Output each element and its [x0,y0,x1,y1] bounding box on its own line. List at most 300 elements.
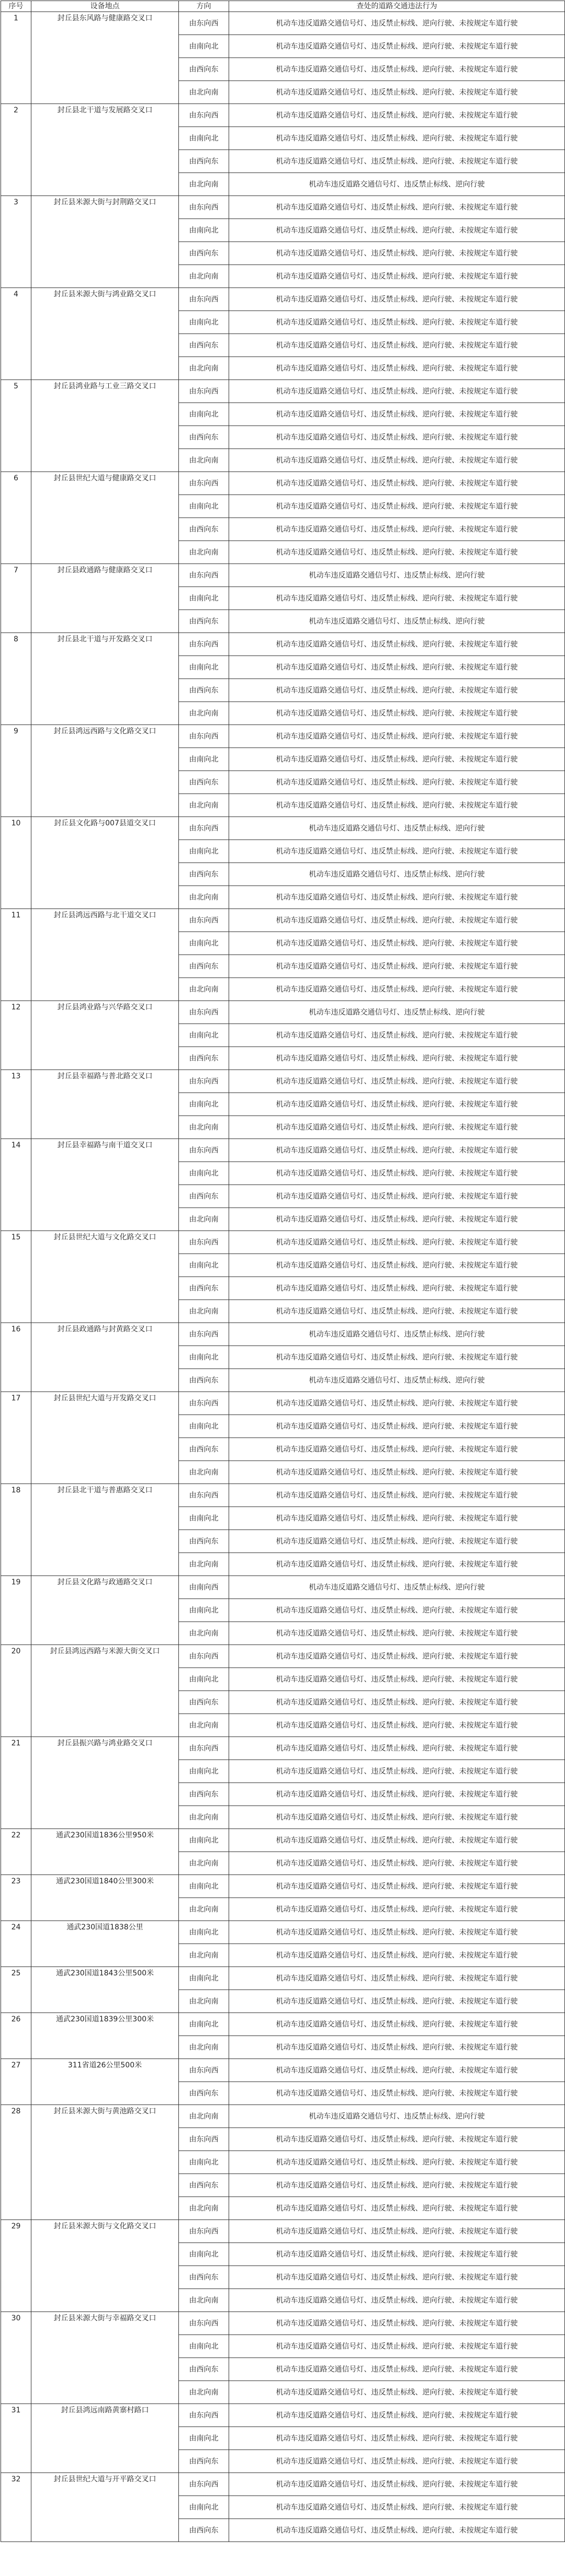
direction-cell: 由东向西 [179,1323,229,1346]
direction-cell: 由西向东 [179,2266,229,2289]
direction-cell: 由东向西 [179,2220,229,2243]
direction-cell: 由东向西 [179,2312,229,2335]
violation-cell: 机动车违反道路交通信号灯、违反禁止标线、逆向行驶、未按规定车道行驶 [229,2519,565,2542]
violation-cell: 机动车违反道路交通信号灯、违反禁止标线、逆向行驶、未按规定车道行驶 [229,794,565,817]
direction-cell: 由北向南 [179,794,229,817]
direction-cell: 由南向北 [179,2427,229,2450]
violation-cell: 机动车违反道路交通信号灯、违反禁止标线、逆向行驶、未按规定车道行驶 [229,1116,565,1139]
seq-cell: 11 [1,909,31,1001]
table-row [1,817,565,840]
direction-cell: 由西向东 [179,955,229,978]
seq-cell: 29 [1,2220,31,2312]
direction-cell: 由南向北 [179,748,229,771]
violation-cell: 机动车违反道路交通信号灯、违反禁止标线、逆向行驶、未按规定车道行驶 [229,150,565,173]
location-cell: 封丘县北干道与发展路交叉口 [31,104,179,196]
direction-cell: 由南向北 [179,1093,229,1116]
direction-cell: 由北向南 [179,1116,229,1139]
violation-cell: 机动车违反道路交通信号灯、违反禁止标线、逆向行驶、未按规定车道行驶 [229,58,565,81]
violation-cell: 机动车违反道路交通信号灯、违反禁止标线、逆向行驶、未按规定车道行驶 [229,311,565,334]
violation-cell: 机动车违反道路交通信号灯、违反禁止标线、逆向行驶、未按规定车道行驶 [229,1093,565,1116]
direction-cell: 由东向西 [179,2473,229,2496]
direction-cell: 由东向西 [179,380,229,403]
direction-cell: 由东向西 [179,1070,229,1093]
table-row [1,288,565,311]
direction-cell: 由东向西 [179,725,229,748]
violation-cell: 机动车违反道路交通信号灯、违反禁止标线、逆向行驶、未按规定车道行驶 [229,1852,565,1875]
seq-cell: 9 [1,725,31,817]
seq-cell: 27 [1,2059,31,2105]
location-cell: 封丘县文化路与政通路交叉口 [31,1576,179,1645]
location-cell: 封丘县政通路与封黄路交叉口 [31,1323,179,1392]
direction-cell: 由南向北 [179,311,229,334]
violation-cell: 机动车违反道路交通信号灯、违反禁止标线、逆向行驶、未按规定车道行驶 [229,633,565,656]
seq-cell: 2 [1,104,31,196]
direction-cell: 由东向西 [179,1484,229,1507]
direction-cell: 由南向北 [179,1507,229,1530]
seq-cell: 5 [1,380,31,472]
table-header [1,1,565,12]
direction-cell: 由东向西 [179,564,229,587]
direction-cell: 由东向西 [179,1737,229,1760]
direction-cell: 由西向东 [179,1369,229,1392]
violation-cell: 机动车违反道路交通信号灯、违反禁止标线、逆向行驶、未按规定车道行驶 [229,2381,565,2404]
header-row [1,1,565,12]
seq-cell: 13 [1,1070,31,1139]
direction-cell: 由东向西 [179,196,229,219]
violation-cell: 机动车违反道路交通信号灯、违反禁止标线、逆向行驶、未按规定车道行驶 [229,1208,565,1231]
seq-cell: 15 [1,1231,31,1323]
location-cell: 封丘县鸿业路与工业三路交叉口 [31,380,179,472]
violation-cell: 机动车违反道路交通信号灯、违反禁止标线、逆向行驶、未按规定车道行驶 [229,771,565,794]
seq-cell: 6 [1,472,31,564]
violation-cell: 机动车违反道路交通信号灯、违反禁止标线、逆向行驶、未按规定车道行驶 [229,35,565,58]
direction-cell: 由西向东 [179,426,229,449]
location-cell: 封丘县米源大街与幸福路交叉口 [31,2312,179,2404]
seq-cell: 28 [1,2105,31,2220]
seq-cell: 7 [1,564,31,633]
violation-cell: 机动车违反道路交通信号灯、违反禁止标线、逆向行驶、未按规定车道行驶 [229,2197,565,2220]
violation-cell: 机动车违反道路交通信号灯、违反禁止标线、逆向行驶、未按规定车道行驶 [229,265,565,288]
seq-cell: 16 [1,1323,31,1392]
table-row [1,1323,565,1346]
seq-cell: 25 [1,1967,31,2013]
violation-cell: 机动车违反道路交通信号灯、违反禁止标线、逆向行驶、未按规定车道行驶 [229,955,565,978]
violation-cell: 机动车违反道路交通信号灯、违反禁止标线、逆向行驶、未按规定车道行驶 [229,2243,565,2266]
violation-cell: 机动车违反道路交通信号灯、违反禁止标线、逆向行驶、未按规定车道行驶 [229,1047,565,1070]
violation-cell: 机动车违反道路交通信号灯、违反禁止标线、逆向行驶、未按规定车道行驶 [229,1921,565,1944]
violation-cell: 机动车违反道路交通信号灯、违反禁止标线、逆向行驶、未按规定车道行驶 [229,1300,565,1323]
direction-cell: 由西向东 [179,863,229,886]
violation-cell: 机动车违反道路交通信号灯、违反禁止标线、逆向行驶、未按规定车道行驶 [229,472,565,495]
violation-cell: 机动车违反道路交通信号灯、违反禁止标线、逆向行驶、未按规定车道行驶 [229,1553,565,1576]
table-row [1,12,565,35]
location-cell: 通武230国道1843公里500米 [31,1967,179,2013]
location-cell: 311省道26公里500米 [31,2059,179,2105]
violation-location-table [1,1,565,2542]
direction-cell: 由南向北 [179,2335,229,2358]
direction-cell: 由北向南 [179,1990,229,2013]
location-cell: 封丘县世纪大道与开平路交叉口 [31,2473,179,2542]
table-row [1,725,565,748]
violation-cell: 机动车违反道路交通信号灯、违反禁止标线、逆向行驶、未按规定车道行驶 [229,1622,565,1645]
direction-cell: 由北向南 [179,1622,229,1645]
direction-cell: 由南向北 [179,1760,229,1783]
violation-cell: 机动车违反道路交通信号灯、违反禁止标线、逆向行驶、未按规定车道行驶 [229,1139,565,1162]
direction-cell: 由西向东 [179,1277,229,1300]
direction-cell: 由北向南 [179,449,229,472]
seq-cell: 14 [1,1139,31,1231]
seq-cell: 12 [1,1001,31,1070]
direction-cell: 由南向北 [179,1024,229,1047]
violation-cell: 机动车违反道路交通信号灯、违反禁止标线、逆向行驶 [229,2105,565,2128]
seq-cell: 30 [1,2312,31,2404]
violation-cell: 机动车违反道路交通信号灯、违反禁止标线、逆向行驶、未按规定车道行驶 [229,1645,565,1668]
violation-cell: 机动车违反道路交通信号灯、违反禁止标线、逆向行驶、未按规定车道行驶 [229,2427,565,2450]
violation-cell: 机动车违反道路交通信号灯、违反禁止标线、逆向行驶、未按规定车道行驶 [229,81,565,104]
violation-cell: 机动车违反道路交通信号灯、违反禁止标线、逆向行驶、未按规定车道行驶 [229,127,565,150]
direction-cell: 由东向西 [179,472,229,495]
direction-cell: 由南向北 [179,219,229,242]
violation-cell: 机动车违反道路交通信号灯、违反禁止标线、逆向行驶、未按规定车道行驶 [229,1346,565,1369]
table-row [1,2404,565,2427]
violation-cell: 机动车违反道路交通信号灯、违反禁止标线、逆向行驶、未按规定车道行驶 [229,495,565,518]
violation-cell: 机动车违反道路交通信号灯、违反禁止标线、逆向行驶 [229,1369,565,1392]
direction-cell: 由南向北 [179,1254,229,1277]
direction-cell: 由西向东 [179,771,229,794]
direction-cell: 由北向南 [179,1898,229,1921]
violation-cell: 机动车违反道路交通信号灯、违反禁止标线、逆向行驶、未按规定车道行驶 [229,1714,565,1737]
violation-cell: 机动车违反道路交通信号灯、违反禁止标线、逆向行驶、未按规定车道行驶 [229,1599,565,1622]
violation-cell: 机动车违反道路交通信号灯、违反禁止标线、逆向行驶 [229,1001,565,1024]
seq-cell: 3 [1,196,31,288]
table-row [1,2105,565,2128]
table-row [1,1576,565,1599]
direction-cell: 由北向南 [179,173,229,196]
table-row [1,1231,565,1254]
violation-cell: 机动车违反道路交通信号灯、违反禁止标线、逆向行驶、未按规定车道行驶 [229,2312,565,2335]
direction-cell: 由西向东 [179,1783,229,1806]
table-row [1,196,565,219]
direction-cell: 由东向西 [179,104,229,127]
violation-cell: 机动车违反道路交通信号灯、违反禁止标线、逆向行驶、未按规定车道行驶 [229,978,565,1001]
violation-cell: 机动车违反道路交通信号灯、违反禁止标线、逆向行驶、未按规定车道行驶 [229,1162,565,1185]
header-violation: 查处的道路交通违法行为 [229,1,565,12]
direction-cell: 由东向西 [179,633,229,656]
location-cell: 封丘县东风路与健康路交叉口 [31,12,179,104]
direction-cell: 由南向北 [179,840,229,863]
seq-cell: 4 [1,288,31,380]
violation-cell: 机动车违反道路交通信号灯、违反禁止标线、逆向行驶、未按规定车道行驶 [229,380,565,403]
table-row [1,1484,565,1507]
violation-cell: 机动车违反道路交通信号灯、违反禁止标线、逆向行驶、未按规定车道行驶 [229,679,565,702]
violation-cell: 机动车违反道路交通信号灯、违反禁止标线、逆向行驶、未按规定车道行驶 [229,518,565,541]
violation-cell: 机动车违反道路交通信号灯、违反禁止标线、逆向行驶、未按规定车道行驶 [229,2220,565,2243]
violation-cell: 机动车违反道路交通信号灯、违反禁止标线、逆向行驶、未按规定车道行驶 [229,2013,565,2036]
seq-cell: 18 [1,1484,31,1576]
direction-cell: 由北向南 [179,1300,229,1323]
violation-cell: 机动车违反道路交通信号灯、违反禁止标线、逆向行驶、未按规定车道行驶 [229,909,565,932]
table-row [1,2013,565,2036]
location-cell: 封丘县米源大街与黄池路交叉口 [31,2105,179,2220]
location-cell: 封丘县米源大街与文化路交叉口 [31,2220,179,2312]
direction-cell: 由东向西 [179,1645,229,1668]
seq-cell: 1 [1,12,31,104]
violation-cell: 机动车违反道路交通信号灯、违反禁止标线、逆向行驶、未按规定车道行驶 [229,2082,565,2105]
violation-cell: 机动车违反道路交通信号灯、违反禁止标线、逆向行驶 [229,863,565,886]
header-direction: 方向 [179,1,229,12]
violation-cell: 机动车违反道路交通信号灯、违反禁止标线、逆向行驶、未按规定车道行驶 [229,242,565,265]
table-row [1,1645,565,1668]
violation-cell: 机动车违反道路交通信号灯、违反禁止标线、逆向行驶 [229,817,565,840]
violation-cell: 机动车违反道路交通信号灯、违反禁止标线、逆向行驶、未按规定车道行驶 [229,1484,565,1507]
table-row [1,564,565,587]
direction-cell: 由北向南 [179,1208,229,1231]
direction-cell: 由东向西 [179,288,229,311]
violation-cell: 机动车违反道路交通信号灯、违反禁止标线、逆向行驶、未按规定车道行驶 [229,1990,565,2013]
direction-cell: 由东向西 [179,1392,229,1415]
location-cell: 封丘县北干道与普惠路交叉口 [31,1484,179,1576]
direction-cell: 由西向东 [179,1438,229,1461]
violation-cell: 机动车违反道路交通信号灯、违反禁止标线、逆向行驶、未按规定车道行驶 [229,541,565,564]
direction-cell: 由北向南 [179,2381,229,2404]
violation-cell: 机动车违反道路交通信号灯、违反禁止标线、逆向行驶、未按规定车道行驶 [229,1829,565,1852]
direction-cell: 由南向北 [179,1829,229,1852]
violation-cell: 机动车违反道路交通信号灯、违反禁止标线、逆向行驶、未按规定车道行驶 [229,104,565,127]
violation-cell: 机动车违反道路交通信号灯、违反禁止标线、逆向行驶、未按规定车道行驶 [229,1070,565,1093]
direction-cell: 由北向南 [179,1806,229,1829]
location-cell: 封丘县鸿远西路与北干道交叉口 [31,909,179,1001]
location-cell: 封丘县世纪大道与文化路交叉口 [31,1231,179,1323]
violation-cell: 机动车违反道路交通信号灯、违反禁止标线、逆向行驶、未按规定车道行驶 [229,1392,565,1415]
violation-cell: 机动车违反道路交通信号灯、违反禁止标线、逆向行驶、未按规定车道行驶 [229,2404,565,2427]
table-row [1,1392,565,1415]
table-row [1,1875,565,1898]
violation-cell: 机动车违反道路交通信号灯、违反禁止标线、逆向行驶、未按规定车道行驶 [229,426,565,449]
violation-cell: 机动车违反道路交通信号灯、违反禁止标线、逆向行驶、未按规定车道行驶 [229,725,565,748]
location-cell: 封丘县世纪大道与健康路交叉口 [31,472,179,564]
direction-cell: 由西向东 [179,2519,229,2542]
violation-cell: 机动车违反道路交通信号灯、违反禁止标线、逆向行驶、未按规定车道行驶 [229,1231,565,1254]
table-row [1,909,565,932]
violation-cell: 机动车违反道路交通信号灯、违反禁止标线、逆向行驶、未按规定车道行驶 [229,2036,565,2059]
violation-cell: 机动车违反道路交通信号灯、违反禁止标线、逆向行驶、未按规定车道行驶 [229,840,565,863]
direction-cell: 由北向南 [179,702,229,725]
location-cell: 封丘县幸福路与南干道交叉口 [31,1139,179,1231]
violation-cell: 机动车违反道路交通信号灯、违反禁止标线、逆向行驶、未按规定车道行驶 [229,2358,565,2381]
location-cell: 通武230国道1838公里 [31,1921,179,1967]
direction-cell: 由南向北 [179,1162,229,1185]
violation-cell: 机动车违反道路交通信号灯、违反禁止标线、逆向行驶、未按规定车道行驶 [229,1530,565,1553]
direction-cell: 由北向南 [179,541,229,564]
direction-cell: 由南向北 [179,35,229,58]
direction-cell: 由东向西 [179,1139,229,1162]
table-row [1,1139,565,1162]
table-row [1,1737,565,1760]
direction-cell: 由北向南 [179,2105,229,2128]
seq-cell: 19 [1,1576,31,1645]
violation-cell: 机动车违反道路交通信号灯、违反禁止标线、逆向行驶、未按规定车道行驶 [229,1898,565,1921]
violation-cell: 机动车违反道路交通信号灯、违反禁止标线、逆向行驶、未按规定车道行驶 [229,1944,565,1967]
direction-cell: 由西向东 [179,2082,229,2105]
location-cell: 封丘县北干道与开发路交叉口 [31,633,179,725]
direction-cell: 由西向东 [179,1185,229,1208]
violation-cell: 机动车违反道路交通信号灯、违反禁止标线、逆向行驶、未按规定车道行驶 [229,1415,565,1438]
direction-cell: 由东向西 [179,2059,229,2082]
seq-cell: 20 [1,1645,31,1737]
direction-cell: 由南向北 [179,1967,229,1990]
direction-cell: 由西向东 [179,2174,229,2197]
direction-cell: 由南向北 [179,1346,229,1369]
seq-cell: 8 [1,633,31,725]
violation-cell: 机动车违反道路交通信号灯、违反禁止标线、逆向行驶 [229,1576,565,1599]
seq-cell: 23 [1,1875,31,1921]
table-row [1,380,565,403]
violation-cell: 机动车违反道路交通信号灯、违反禁止标线、逆向行驶、未按规定车道行驶 [229,1668,565,1691]
violation-cell: 机动车违反道路交通信号灯、违反禁止标线、逆向行驶、未按规定车道行驶 [229,1507,565,1530]
location-cell: 封丘县振兴路与鸿业路交叉口 [31,1737,179,1829]
violation-cell: 机动车违反道路交通信号灯、违反禁止标线、逆向行驶、未按规定车道行驶 [229,288,565,311]
violation-cell: 机动车违反道路交通信号灯、违反禁止标线、逆向行驶、未按规定车道行驶 [229,748,565,771]
violation-cell: 机动车违反道路交通信号灯、违反禁止标线、逆向行驶 [229,173,565,196]
direction-cell: 由南向北 [179,495,229,518]
violation-cell: 机动车违反道路交通信号灯、违反禁止标线、逆向行驶、未按规定车道行驶 [229,1691,565,1714]
seq-cell: 22 [1,1829,31,1875]
table-row [1,1001,565,1024]
direction-cell: 由南向北 [179,1921,229,1944]
direction-cell: 由北向南 [179,1852,229,1875]
violation-cell: 机动车违反道路交通信号灯、违反禁止标线、逆向行驶、未按规定车道行驶 [229,2174,565,2197]
table-row [1,2220,565,2243]
direction-cell: 由南向北 [179,2013,229,2036]
violation-cell: 机动车违反道路交通信号灯、违反禁止标线、逆向行驶、未按规定车道行驶 [229,702,565,725]
direction-cell: 由西向东 [179,334,229,357]
direction-cell: 由西向东 [179,2450,229,2473]
direction-cell: 由北向南 [179,2197,229,2220]
direction-cell: 由西向东 [179,1691,229,1714]
violation-cell: 机动车违反道路交通信号灯、违反禁止标线、逆向行驶、未按规定车道行驶 [229,1277,565,1300]
violation-cell: 机动车违反道路交通信号灯、违反禁止标线、逆向行驶、未按规定车道行驶 [229,1438,565,1461]
violation-cell: 机动车违反道路交通信号灯、违反禁止标线、逆向行驶、未按规定车道行驶 [229,2059,565,2082]
seq-cell: 10 [1,817,31,909]
location-cell: 封丘县鸿远西路与文化路交叉口 [31,725,179,817]
seq-cell: 21 [1,1737,31,1829]
location-cell: 封丘县政通路与健康路交叉口 [31,564,179,633]
direction-cell: 由南向北 [179,656,229,679]
violation-cell: 机动车违反道路交通信号灯、违反禁止标线、逆向行驶、未按规定车道行驶 [229,1875,565,1898]
violation-cell: 机动车违反道路交通信号灯、违反禁止标线、逆向行驶、未按规定车道行驶 [229,2473,565,2496]
direction-cell: 由西向东 [179,679,229,702]
direction-cell: 由东向西 [179,2128,229,2151]
violation-cell: 机动车违反道路交通信号灯、违反禁止标线、逆向行驶、未按规定车道行驶 [229,1737,565,1760]
violation-cell: 机动车违反道路交通信号灯、违反禁止标线、逆向行驶、未按规定车道行驶 [229,656,565,679]
direction-cell: 由西向东 [179,242,229,265]
direction-cell: 由东向西 [179,2404,229,2427]
direction-cell: 由南向北 [179,932,229,955]
direction-cell: 由南向北 [179,2151,229,2174]
direction-cell: 由西向东 [179,518,229,541]
direction-cell: 由东向西 [179,909,229,932]
violation-cell: 机动车违反道路交通信号灯、违反禁止标线、逆向行驶 [229,610,565,633]
direction-cell: 由南向北 [179,587,229,610]
violation-cell: 机动车违反道路交通信号灯、违反禁止标线、逆向行驶、未按规定车道行驶 [229,1024,565,1047]
violation-cell: 机动车违反道路交通信号灯、违反禁止标线、逆向行驶 [229,564,565,587]
direction-cell: 由东向西 [179,1001,229,1024]
direction-cell: 由东向西 [179,12,229,35]
direction-cell: 由北向南 [179,1461,229,1484]
direction-cell: 由北向南 [179,1714,229,1737]
seq-cell: 31 [1,2404,31,2473]
location-cell: 封丘县世纪大道与开发路交叉口 [31,1392,179,1484]
direction-cell: 由西向东 [179,150,229,173]
table-body [1,12,565,2542]
violation-cell: 机动车违反道路交通信号灯、违反禁止标线、逆向行驶、未按规定车道行驶 [229,2335,565,2358]
violation-cell: 机动车违反道路交通信号灯、违反禁止标线、逆向行驶、未按规定车道行驶 [229,1783,565,1806]
violation-cell: 机动车违反道路交通信号灯、违反禁止标线、逆向行驶、未按规定车道行驶 [229,1185,565,1208]
violation-cell: 机动车违反道路交通信号灯、违反禁止标线、逆向行驶、未按规定车道行驶 [229,2289,565,2312]
violation-cell: 机动车违反道路交通信号灯、违反禁止标线、逆向行驶、未按规定车道行驶 [229,2450,565,2473]
table-row [1,2312,565,2335]
header-location: 设备地点 [31,1,179,12]
direction-cell: 由西向东 [179,1047,229,1070]
seq-cell: 32 [1,2473,31,2542]
direction-cell: 由南向北 [179,1599,229,1622]
location-cell: 通武230国道1840公里300米 [31,1875,179,1921]
direction-cell: 由南向北 [179,127,229,150]
direction-cell: 由南向北 [179,2243,229,2266]
location-cell: 封丘县文化路与007县道交叉口 [31,817,179,909]
violation-cell: 机动车违反道路交通信号灯、违反禁止标线、逆向行驶、未按规定车道行驶 [229,2151,565,2174]
table-row [1,2473,565,2496]
direction-cell: 由南向北 [179,1415,229,1438]
location-cell: 封丘县米源大街与封荆路交叉口 [31,196,179,288]
table-row [1,472,565,495]
direction-cell: 由西向东 [179,610,229,633]
location-cell: 封丘县鸿远南路黄寨村路口 [31,2404,179,2473]
table-row [1,633,565,656]
table-row [1,1921,565,1944]
direction-cell: 由北向南 [179,357,229,380]
direction-cell: 由西向东 [179,1530,229,1553]
location-cell: 通武230国道1839公里300米 [31,2013,179,2059]
violation-cell: 机动车违反道路交通信号灯、违反禁止标线、逆向行驶、未按规定车道行驶 [229,196,565,219]
violation-cell: 机动车违反道路交通信号灯、违反禁止标线、逆向行驶、未按规定车道行驶 [229,357,565,380]
violation-cell: 机动车违反道路交通信号灯、违反禁止标线、逆向行驶、未按规定车道行驶 [229,587,565,610]
direction-cell: 由北向南 [179,978,229,1001]
violation-cell: 机动车违反道路交通信号灯、违反禁止标线、逆向行驶、未按规定车道行驶 [229,1967,565,1990]
seq-cell: 17 [1,1392,31,1484]
violation-cell: 机动车违反道路交通信号灯、违反禁止标线、逆向行驶、未按规定车道行驶 [229,12,565,35]
table-row [1,1967,565,1990]
table-row [1,2059,565,2082]
violation-cell: 机动车违反道路交通信号灯、违反禁止标线、逆向行驶、未按规定车道行驶 [229,449,565,472]
direction-cell: 由北向南 [179,1944,229,1967]
direction-cell: 由南向北 [179,403,229,426]
location-cell: 封丘县鸿远西路与米源大街交叉口 [31,1645,179,1737]
location-cell: 封丘县幸福路与普北路交叉口 [31,1070,179,1139]
direction-cell: 由东向西 [179,1231,229,1254]
direction-cell: 由北向南 [179,265,229,288]
violation-cell: 机动车违反道路交通信号灯、违反禁止标线、逆向行驶、未按规定车道行驶 [229,1254,565,1277]
direction-cell: 由西向东 [179,58,229,81]
direction-cell: 由南向北 [179,1875,229,1898]
direction-cell: 由北向南 [179,81,229,104]
header-seq: 序号 [1,1,31,12]
direction-cell: 由南向北 [179,2496,229,2519]
location-cell: 封丘县米源大街与鸿业路交叉口 [31,288,179,380]
direction-cell: 由北向南 [179,2036,229,2059]
violation-cell: 机动车违反道路交通信号灯、违反禁止标线、逆向行驶 [229,1323,565,1346]
location-cell: 封丘县鸿业路与兴华路交叉口 [31,1001,179,1070]
